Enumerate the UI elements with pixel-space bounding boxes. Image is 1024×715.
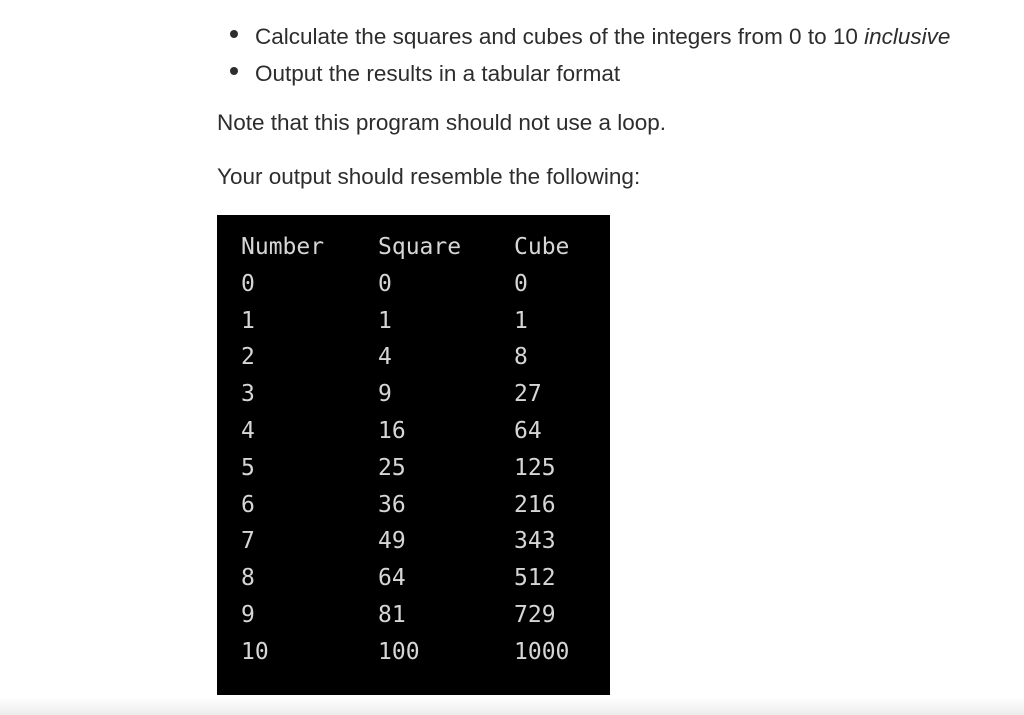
cell-cube: 64 — [514, 417, 542, 444]
table-row — [241, 266, 594, 303]
cell-square: 0 — [378, 270, 392, 297]
header-square: Square — [378, 234, 462, 260]
bullet-item-calculate — [230, 18, 950, 55]
cell-cube: 512 — [514, 565, 556, 592]
cell-square: 81 — [378, 601, 406, 628]
cell-square: 25 — [378, 454, 406, 481]
table-row — [241, 339, 594, 376]
bullet-emphasis: inclusive — [864, 24, 951, 49]
bullet-dot-icon — [230, 67, 238, 75]
output-table — [241, 229, 594, 671]
table-row — [241, 303, 594, 340]
table-row — [241, 597, 594, 634]
table-row — [241, 450, 594, 487]
cell-number: 4 — [241, 417, 255, 444]
output-table-body — [241, 266, 594, 671]
cell-cube: 343 — [514, 528, 556, 555]
cell-number: 1 — [241, 307, 255, 334]
cell-square: 9 — [378, 381, 392, 408]
resemble-paragraph: Your output should resemble the following: — [217, 164, 641, 189]
cell-number: 0 — [241, 270, 255, 297]
table-row — [241, 413, 594, 450]
cell-cube: 1 — [514, 307, 528, 334]
note-paragraph: Note that this program should not use a loop. — [217, 110, 667, 135]
cell-cube: 729 — [514, 601, 556, 628]
bullet-item-output — [230, 55, 950, 92]
cell-square: 1 — [378, 307, 392, 334]
cell-square: 16 — [378, 417, 406, 444]
cell-cube: 8 — [514, 344, 528, 371]
cell-number: 2 — [241, 344, 255, 371]
cell-number: 6 — [241, 491, 255, 518]
header-number: Number — [241, 234, 325, 260]
cell-cube: 0 — [514, 270, 528, 297]
table-row — [241, 523, 594, 560]
bottom-fade — [0, 697, 1024, 715]
header-cube: Cube — [514, 234, 570, 260]
table-row — [241, 376, 594, 413]
bullet-dot-icon — [230, 30, 238, 38]
cell-square: 36 — [378, 491, 406, 518]
cell-number: 10 — [241, 638, 269, 665]
table-row — [241, 634, 594, 671]
cell-square: 49 — [378, 528, 406, 555]
cell-square: 4 — [378, 344, 392, 371]
table-row — [241, 560, 594, 597]
bullet-text: Calculate the squares and cubes of the integers from 0 to 10 — [255, 24, 865, 49]
terminal-output-window — [217, 215, 610, 695]
cell-number: 9 — [241, 601, 255, 628]
table-row — [241, 487, 594, 524]
cell-square: 64 — [378, 565, 406, 592]
cell-number: 8 — [241, 565, 255, 592]
cell-cube: 27 — [514, 381, 542, 408]
cell-cube: 125 — [514, 454, 556, 481]
cell-number: 5 — [241, 454, 255, 481]
cell-square: 100 — [378, 638, 420, 665]
cell-number: 7 — [241, 528, 255, 555]
bullet-text: Output the results in a tabular format — [255, 61, 621, 86]
instruction-list — [230, 18, 950, 92]
cell-number: 3 — [241, 381, 255, 408]
output-header-row — [241, 229, 594, 266]
cell-cube: 1000 — [514, 638, 570, 665]
cell-cube: 216 — [514, 491, 556, 518]
